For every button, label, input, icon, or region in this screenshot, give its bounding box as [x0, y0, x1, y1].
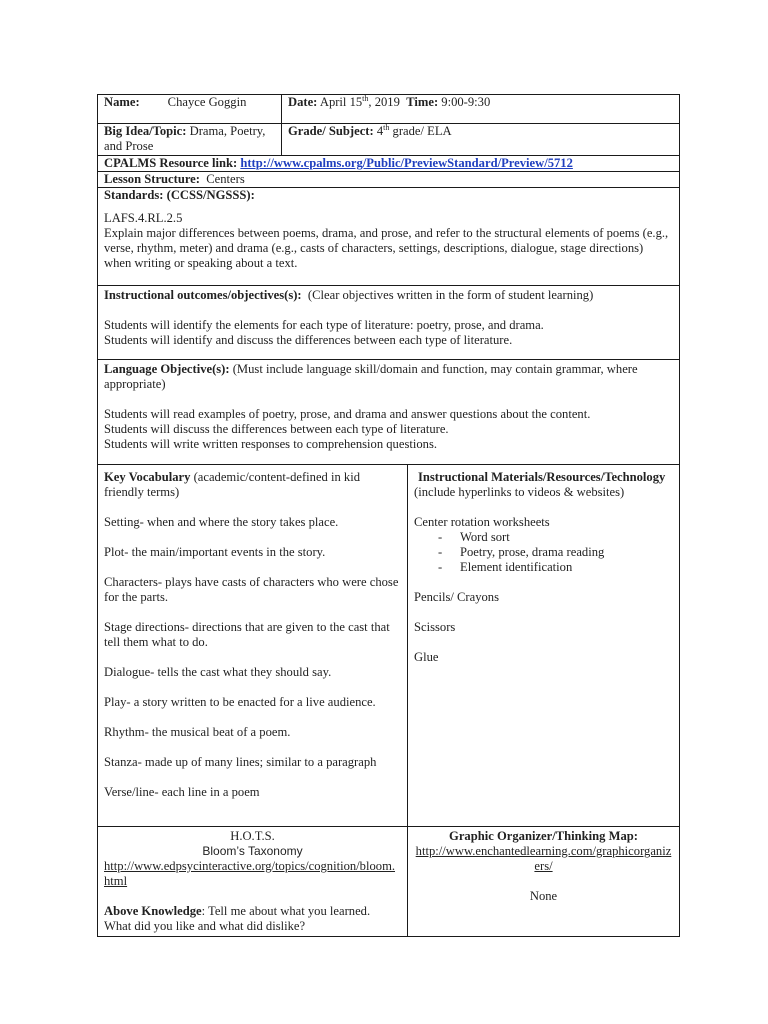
grade-subject-cell — [282, 124, 680, 156]
outcome-line-2: Students will identify and discuss the differences between each type of literature. — [104, 333, 513, 347]
language-hint-2: appropriate) — [104, 377, 166, 391]
date-value-pre: April 15 — [319, 95, 363, 109]
vocabulary-hint-1: (academic/content-defined in kid — [193, 470, 361, 484]
hots-cell — [98, 827, 408, 937]
vocab-item: Stage directions- directions that are given to the cast that — [104, 620, 390, 634]
vocab-item: Dialogue- tells the cast what they should say. — [104, 665, 332, 679]
above-knowledge-text: : Tell me about what you learned. — [201, 904, 371, 918]
standards-code: LAFS.4.RL.2.5 — [104, 211, 183, 225]
outcomes-label: Instructional outcomes/objectives(s): — [104, 288, 302, 302]
lesson-structure-value: Centers — [206, 172, 245, 186]
grade-value-sup: th — [383, 122, 390, 132]
date-label: Date: — [288, 95, 318, 109]
big-idea-cell — [98, 124, 282, 156]
center-item: - Poetry, prose, drama reading — [438, 545, 673, 560]
standards-text-2: verse, rhythm, meter) and drama (e.g., casts of characters, settings, descriptions, dialogue, stage directions) — [104, 241, 644, 255]
vocab-item: Verse/line- each line in a poem — [104, 785, 260, 799]
center-item: - Element identification — [438, 560, 673, 575]
language-line-2: Students will discuss the differences between each type of literature. — [104, 422, 449, 436]
above-knowledge-label: Above Knowledge — [104, 904, 202, 918]
lesson-structure-cell — [98, 172, 680, 188]
hots-subtitle: Bloom’s Taxonomy — [202, 844, 303, 858]
vocab-item: Plot- the main/important events in the story. — [104, 545, 326, 559]
lesson-structure-label: Lesson Structure: — [104, 172, 200, 186]
grade-value-post: grade/ ELA — [389, 124, 452, 138]
standards-label: Standards: (CCSS/NGSSS): — [104, 188, 255, 202]
standards-text-1: Explain major differences between poems, drama, and prose, and refer to the structural elements of poems (e.g., — [104, 226, 669, 240]
language-hint-1: (Must include language skill/domain and function, may contain grammar, where — [232, 362, 638, 376]
organizer-link-cont[interactable]: ers/ — [534, 859, 553, 873]
material-item: Glue — [414, 650, 439, 664]
organizer-link[interactable]: http://www.enchantedlearning.com/graphicorganiz — [415, 844, 672, 858]
vocab-item: Rhythm- the musical beat of a poem. — [104, 725, 291, 739]
name-label: Name: — [104, 95, 140, 109]
vocabulary-list — [104, 515, 401, 800]
blooms-link[interactable]: http://www.edpsycinteractive.org/topics/cognition/bloom. — [104, 859, 396, 873]
outcomes-hint: (Clear objectives written in the form of student learning) — [307, 288, 594, 302]
grade-label: Grade/ Subject: — [288, 124, 374, 138]
language-line-1: Students will read examples of poetry, prose, and drama and answer questions about the content. — [104, 407, 591, 421]
big-idea-label: Big Idea/Topic: — [104, 124, 187, 138]
cpalms-cell — [98, 156, 680, 172]
vocab-item: Characters- plays have casts of characters who were chose — [104, 575, 399, 589]
center-rotation-list — [414, 530, 673, 575]
cpalms-label: CPALMS Resource link: — [104, 156, 238, 170]
center-rotation-title: Center rotation worksheets — [414, 515, 550, 529]
standards-cell — [98, 188, 680, 286]
vocabulary-hint-2: friendly terms) — [104, 485, 180, 499]
vocab-item-cont: for the parts. — [104, 590, 168, 604]
materials-cell — [408, 465, 680, 827]
time-label: Time: — [406, 95, 439, 109]
above-knowledge-text-2: What did you like and what did dislike? — [104, 919, 306, 933]
vocab-item-cont: tell them what to do. — [104, 635, 208, 649]
grade-value-pre: 4 — [376, 124, 384, 138]
lesson-plan-table — [97, 94, 680, 937]
material-item: Pencils/ Crayons — [414, 590, 500, 604]
outcomes-cell — [98, 286, 680, 360]
outcome-line-1: Students will identify the elements for each type of literature: poetry, prose, and drama. — [104, 318, 544, 332]
time-value: 9:00-9:30 — [441, 95, 491, 109]
language-line-3: Students will write written responses to comprehension questions. — [104, 437, 437, 451]
name-value: Chayce Goggin — [167, 95, 247, 109]
vocabulary-label: Key Vocabulary — [104, 470, 191, 484]
big-idea-value-2: and Prose — [104, 139, 154, 153]
date-value-sup: th — [362, 93, 369, 103]
name-cell — [98, 95, 282, 124]
language-label: Language Objective(s): — [104, 362, 230, 376]
center-item: - Word sort — [438, 530, 673, 545]
materials-label: Instructional Materials/Resources/Technology — [418, 470, 666, 484]
big-idea-value-1: Drama, Poetry, — [189, 124, 266, 138]
date-value-post: , 2019 — [368, 95, 400, 109]
standards-text-3: when writing or speaking about a text. — [104, 256, 298, 270]
materials-hint: (include hyperlinks to videos & websites) — [414, 485, 625, 499]
vocab-item: Play- a story written to be enacted for a live audience. — [104, 695, 376, 709]
vocab-item: Stanza- made up of many lines; similar to a paragraph — [104, 755, 377, 769]
hots-title: H.O.T.S. — [230, 829, 275, 843]
material-item: Scissors — [414, 620, 456, 634]
organizer-value: None — [529, 889, 558, 903]
blooms-link-cont[interactable]: html — [104, 874, 128, 888]
language-cell — [98, 360, 680, 465]
organizer-cell — [408, 827, 680, 937]
cpalms-link[interactable]: http://www.cpalms.org/Public/PreviewStandard/Preview/5712 — [240, 156, 573, 170]
vocab-item: Setting- when and where the story takes place. — [104, 515, 339, 529]
vocabulary-cell — [98, 465, 408, 827]
date-time-cell — [282, 95, 680, 124]
organizer-title: Graphic Organizer/Thinking Map: — [449, 829, 638, 843]
